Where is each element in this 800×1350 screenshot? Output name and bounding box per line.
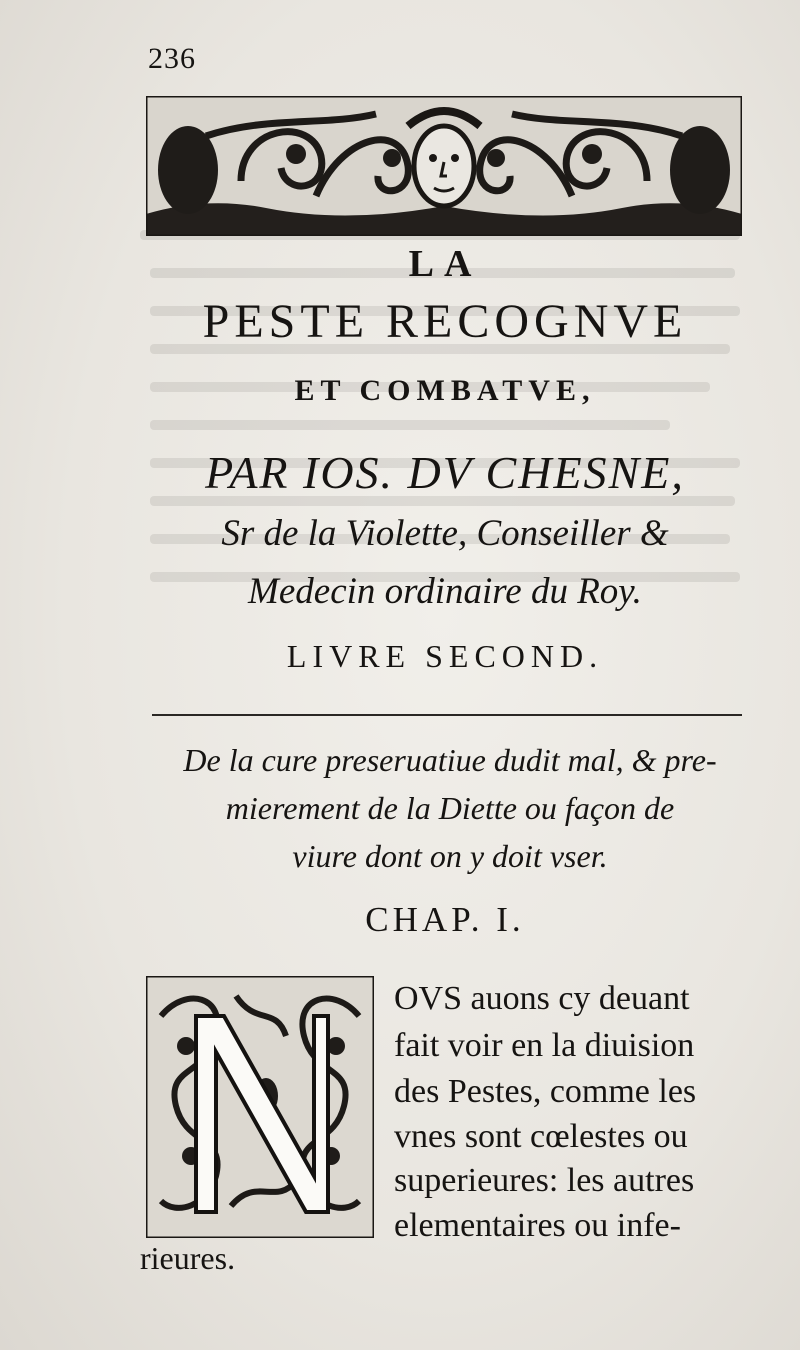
main-title: PESTE RECOGNVE: [202, 295, 688, 348]
body-line-1: OVS auons cy deuant: [394, 980, 690, 1017]
chapter-heading-line-3: viure dont on y doit vser.: [292, 838, 608, 874]
chapter-heading-line-1: De la cure preseruatiue dudit mal, & pre-: [183, 742, 717, 778]
headpiece-ornament: [146, 96, 742, 236]
body-line-7: rieures.: [140, 1240, 236, 1276]
body-line-2: fait voir en la diuision: [394, 1027, 695, 1064]
book-heading: LIVRE SECOND.: [286, 638, 604, 674]
body-line-4: vnes sont cœlestes ou: [394, 1118, 688, 1155]
author-line: PAR IOS. DV CHESNE,: [205, 447, 685, 498]
page-number: 236: [148, 42, 196, 75]
body-line-6: elementaires ou infe-: [394, 1207, 681, 1244]
decorated-initial: [146, 976, 374, 1238]
author-office-line: Medecin ordinaire du Roy.: [248, 571, 642, 612]
body-line-5: superieures: les autres: [394, 1162, 695, 1199]
author-title-line: Sr de la Violette, Conseiller &: [221, 513, 669, 554]
title-article: LA: [408, 243, 482, 285]
horizontal-rule: [152, 714, 742, 716]
chapter-number: CHAP. I.: [365, 900, 525, 939]
title-continuation: ET COMBATVE,: [294, 374, 596, 407]
chapter-heading-line-2: mierement de la Diette ou façon de: [225, 790, 675, 826]
body-line-3: des Pestes, comme les: [394, 1073, 697, 1110]
